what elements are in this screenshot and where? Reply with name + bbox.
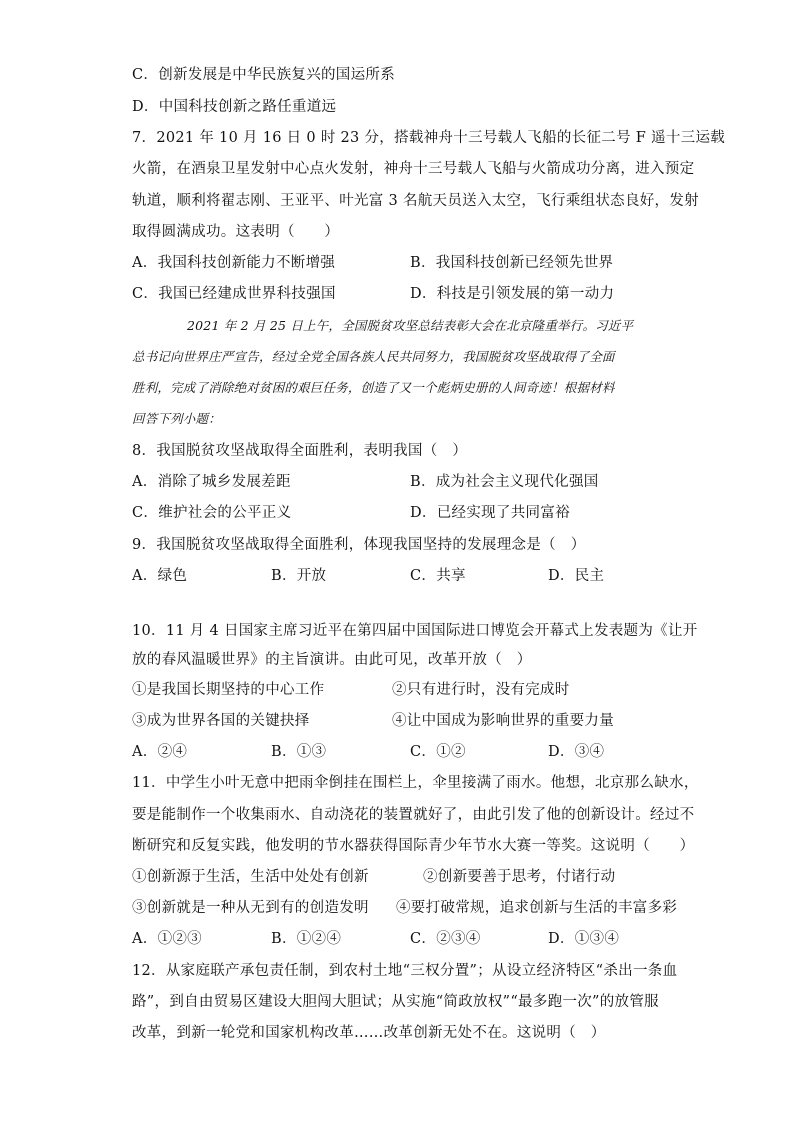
q11-stem-line: 11．中学生小叶无意中把雨伞倒挂在围栏上，伞里接满了雨水。他想，北京那么缺水， (132, 775, 699, 791)
option-d-prev: D．中国科技创新之路任重道远 (132, 99, 337, 115)
q7-option-b: B．我国科技创新已经领先世界 (410, 255, 614, 271)
q9-option-b: B．开放 (271, 568, 327, 584)
q7-option-d: D．科技是引领发展的第一动力 (410, 286, 615, 302)
q10-stem-line: 放的春风温暖世界》的主旨演讲。由此可见，改革开放（ ） (132, 652, 532, 668)
q9-option-d: D．民主 (548, 568, 605, 584)
q11-option-b: B．①②④ (271, 931, 342, 947)
passage-line: 总书记向世界庄严宣告，经过全党全国各族人民共同努力，我国脱贫攻坚战取得了全面 (132, 349, 615, 364)
q11-stem-line: 要是能制作一个收集雨水、自动浇花的装置就好了，由此引发了他的创新设计。经过不 (132, 807, 695, 823)
q10-option-b: B．①③ (271, 744, 327, 760)
passage-line: 胜利，完成了消除绝对贫困的艰巨任务，创造了又一个彪炳史册的人间奇迹！根据材料 (132, 380, 615, 395)
q7-stem-line: 7．2021 年 10 月 16 日 0 时 23 分，搭载神舟十三号载人飞船的长征二号 F 遥十三运载 (132, 130, 726, 146)
q11-statement-1: ①创新源于生活，生活中处处有创新 (132, 869, 369, 885)
q11-statement-2: ②创新要善于思考，付诸行动 (423, 869, 616, 885)
q8-option-d: D．已经实现了共同富裕 (410, 505, 570, 521)
q10-option-c: C．①② (410, 744, 466, 760)
q11-statement-3: ③创新就是一种从无到有的创造发明 (132, 900, 369, 916)
q11-option-c: C．②③④ (410, 931, 481, 947)
q11-option-a: A．①②③ (132, 931, 202, 947)
q10-option-d: D．③④ (548, 744, 605, 760)
q11-option-d: D．①③④ (548, 931, 620, 947)
q7-stem-line: 轨道，顺利将翟志刚、王亚平、叶光富 3 名航天员送入太空，飞行乘组状态良好，发射 (132, 193, 699, 209)
q11-statement-4: ④要打破常规，追求创新与生活的丰富多彩 (396, 900, 678, 916)
q7-stem-line: 火箭，在酒泉卫星发射中心点火发射，神舟十三号载人飞船与火箭成功分离，进入预定 (132, 161, 695, 177)
option-c-prev: C．创新发展是中华民族复兴的国运所系 (132, 67, 395, 83)
q7-option-c: C．我国已经建成世界科技强国 (132, 286, 336, 302)
q8-option-b: B．成为社会主义现代化强国 (410, 474, 599, 490)
q12-stem-line: 12．从家庭联产承包责任制，到农村土地“三权分置”；从设立经济特区“杀出一条血 (132, 963, 678, 979)
q12-stem-line: 路”，到自由贸易区建设大胆闯大胆试；从实施“简政放权”“最多跑一次”的放管服 (132, 994, 659, 1010)
q9-option-c: C．共享 (410, 568, 466, 584)
q10-statement-1: ①是我国长期坚持的中心工作 (132, 682, 325, 698)
q10-stem-line: 10．11 月 4 日国家主席习近平在第四届中国国际进口博览会开幕式上发表题为《让开 (132, 623, 698, 639)
q9-option-a: A．绿色 (132, 568, 188, 584)
q7-stem-line: 取得圆满成功。这表明（ ） (132, 224, 340, 240)
passage-line: 2021 年 2 月 25 日上午，全国脱贫攻坚总结表彰大会在北京隆重举行。习近平 (187, 318, 634, 333)
q7-option-a: A．我国科技创新能力不断增强 (132, 255, 336, 271)
q8-option-c: C．维护社会的公平正义 (132, 505, 292, 521)
q8-option-a: A．消除了城乡发展差距 (132, 474, 291, 490)
q8-stem: 8．我国脱贫攻坚战取得全面胜利，表明我国（ ） (132, 443, 468, 459)
q12-stem-line: 改革，到新一轮党和国家机构改革……改革创新无处不在。这说明（ ） (132, 1025, 606, 1041)
q10-option-a: A．②④ (132, 744, 188, 760)
q10-statement-3: ③成为世界各国的关键抉择 (132, 713, 310, 729)
passage-line: 回答下列小题： (132, 411, 221, 426)
q9-stem: 9．我国脱贫攻坚战取得全面胜利，体现我国坚持的发展理念是（ ） (132, 537, 586, 553)
q10-statement-2: ②只有进行时，没有完成时 (392, 682, 570, 698)
q10-statement-4: ④让中国成为影响世界的重要力量 (392, 713, 614, 729)
q11-stem-line: 断研究和反复实践，他发明的节水器获得国际青少年节水大赛一等奖。这说明（ ） (132, 838, 695, 854)
